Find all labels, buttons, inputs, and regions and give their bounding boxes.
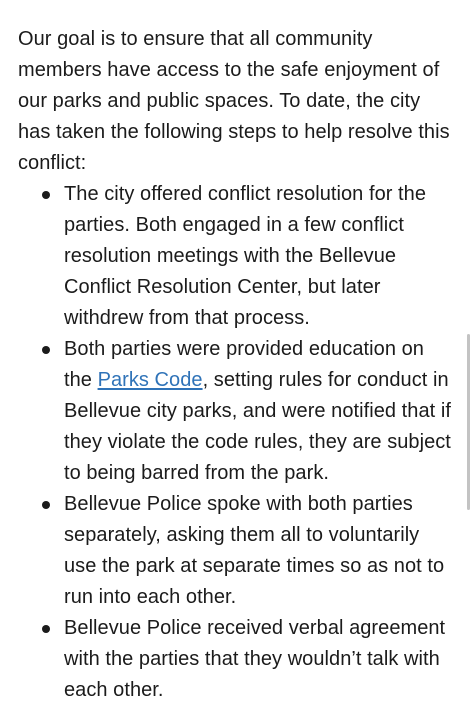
parks-code-link[interactable]: Parks Code xyxy=(97,369,203,391)
list-item-text-after: , setting rules for conduct in Bellevue city parks, and were notified that if they violate the code rules, they are subject to being barred from the park. xyxy=(64,369,451,484)
article-body xyxy=(18,24,456,706)
bullet-icon xyxy=(42,501,50,509)
list-item-text: Bellevue Police spoke with both parties separately, asking them all to voluntarily use the park at separate times so as not to run into each other. xyxy=(64,493,445,608)
bullet-icon xyxy=(42,191,50,199)
steps-list xyxy=(18,179,456,706)
bullet-icon xyxy=(42,625,50,633)
list-item-text-before: Both parties were provided education on the xyxy=(64,338,424,391)
bullet-icon xyxy=(42,346,50,354)
list-item xyxy=(18,613,456,706)
list-item xyxy=(18,179,456,334)
list-item-text: Bellevue Police received verbal agreement with the parties that they wouldn’t talk with each other. xyxy=(64,617,446,701)
intro-paragraph: Our goal is to ensure that all community members have access to the safe enjoyment of our parks and public spaces. To date, the city has taken the following steps to help resolve this conflict: xyxy=(18,28,450,174)
list-item xyxy=(18,489,456,613)
list-item xyxy=(18,334,456,489)
vertical-scrollbar[interactable] xyxy=(467,334,470,510)
list-item-text: The city offered conflict resolution for the parties. Both engaged in a few conflict resolution meetings with the Bellevue Conflict Resolution Center, but later withdrew from that process. xyxy=(64,183,427,329)
